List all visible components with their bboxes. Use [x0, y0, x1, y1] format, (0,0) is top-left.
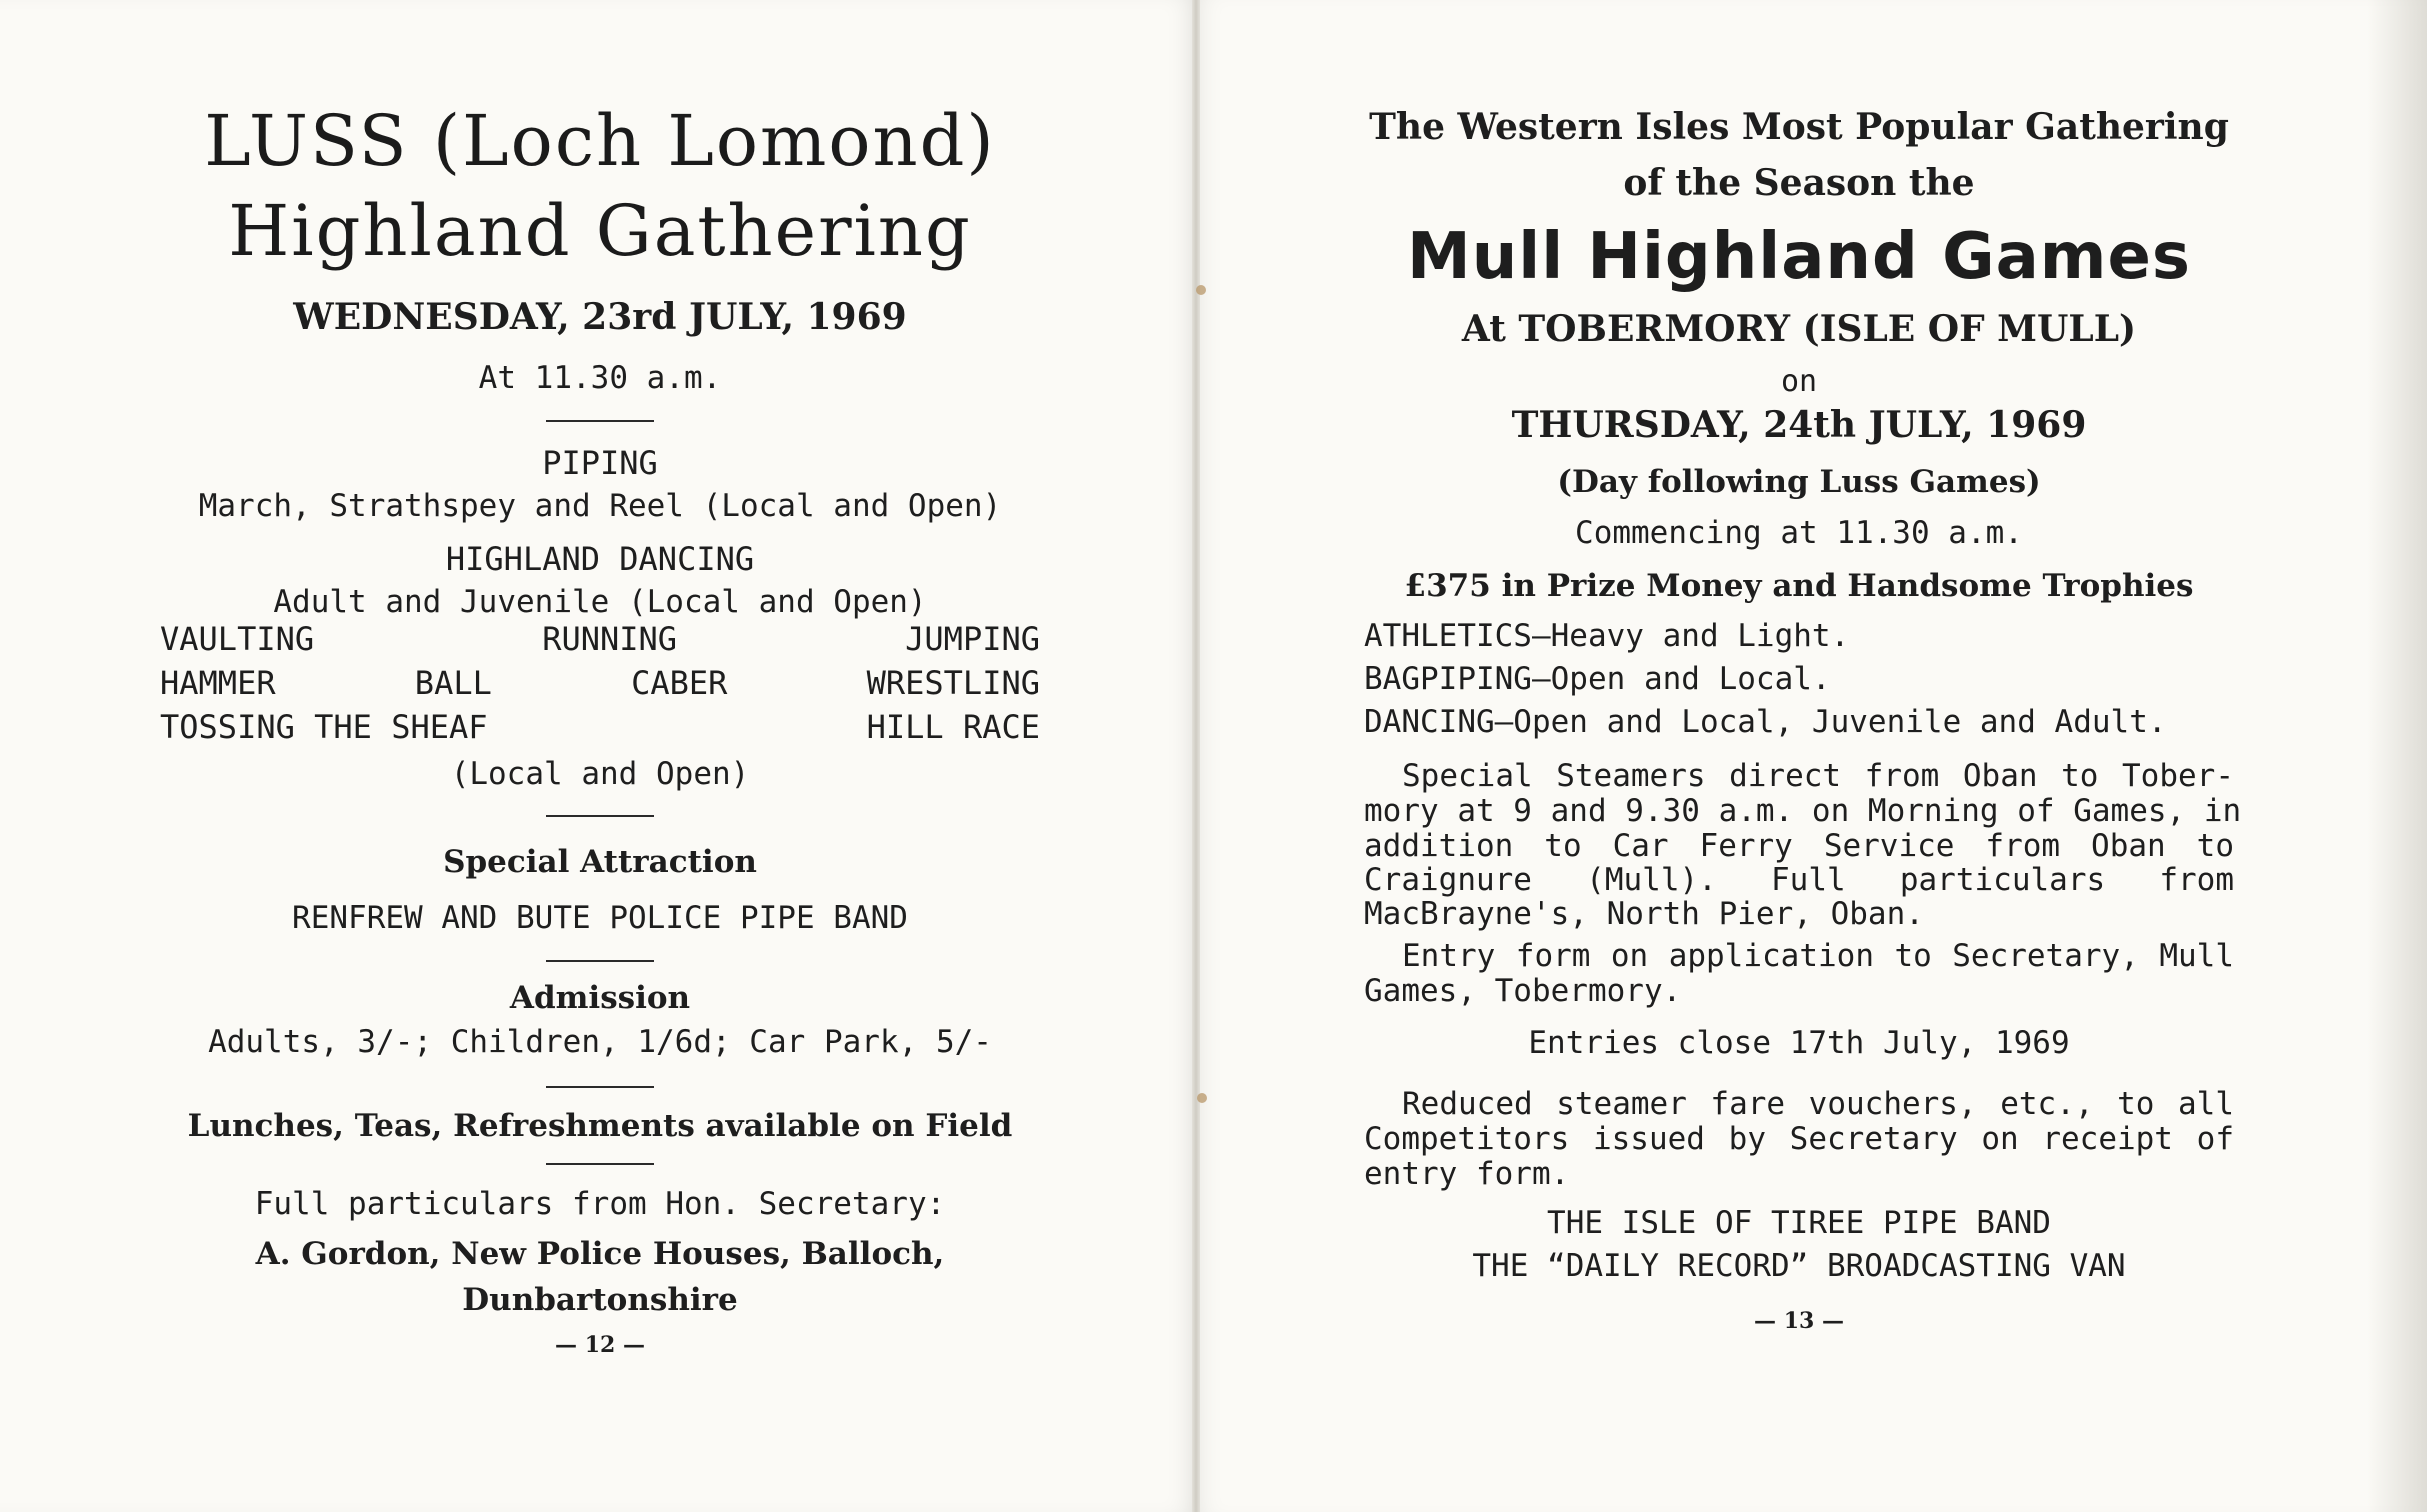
- entry-form-line: Entry form on application to Secretary, Mull: [1402, 938, 2234, 974]
- page-number-left: — 12 —: [555, 1332, 645, 1358]
- secretary-address-line1: A. Gordon, New Police Houses, Balloch,: [255, 1236, 945, 1272]
- piping-heading: PIPING: [542, 444, 658, 482]
- event-vaulting: VAULTING: [160, 620, 315, 658]
- event-caber: CABER: [631, 664, 728, 702]
- event-tossing-the-sheaf: TOSSING THE SHEAF: [160, 708, 488, 746]
- lunches-note: Lunches, Teas, Refreshments available on Field: [187, 1108, 1013, 1144]
- mull-athletics: ATHLETICS—Heavy and Light.: [1364, 618, 1850, 654]
- mull-dancing: DANCING—Open and Local, Juvenile and Adult.: [1364, 704, 2167, 740]
- admission-heading: Admission: [509, 980, 691, 1016]
- page-edge-shadow: [2367, 0, 2427, 1512]
- mull-intro-line1: The Western Isles Most Popular Gathering: [1369, 106, 2229, 148]
- divider: [546, 1163, 654, 1165]
- special-attraction-detail: RENFREW AND BUTE POLICE PIPE BAND: [292, 900, 908, 936]
- reduced-fare-line: Competitors issued by Secretary on receipt of: [1364, 1121, 2234, 1157]
- steamers-line: addition to Car Ferry Service from Oban to: [1364, 828, 2234, 864]
- secretary-address-line2: Dunbartonshire: [462, 1282, 738, 1318]
- entry-form-line: Games, Tobermory.: [1364, 973, 1682, 1009]
- dancing-detail: Adult and Juvenile (Local and Open): [273, 584, 927, 620]
- event-ball: BALL: [414, 664, 492, 702]
- reduced-fare-line: entry form.: [1364, 1156, 1570, 1192]
- daily-record-van: THE “DAILY RECORD” BROADCASTING VAN: [1472, 1248, 2126, 1284]
- event-wrestling: WRESTLING: [866, 664, 1040, 702]
- book-gutter: [1192, 0, 1200, 1512]
- mull-date: THURSDAY, 24th JULY, 1969: [1511, 404, 2087, 446]
- particulars-note: Full particulars from Hon. Secretary:: [254, 1186, 946, 1222]
- mull-intro-line2: of the Season the: [1623, 162, 1975, 204]
- admission-detail: Adults, 3/-; Children, 1/6d; Car Park, 5/-: [208, 1024, 992, 1060]
- divider: [546, 420, 654, 422]
- events-note: (Local and Open): [450, 756, 750, 792]
- mull-location: At TOBERMORY (ISLE OF MULL): [1461, 308, 2137, 350]
- steamers-line: MacBrayne's, North Pier, Oban.: [1364, 896, 1924, 932]
- mull-commencing: Commencing at 11.30 a.m.: [1575, 515, 2023, 551]
- tiree-pipe-band: THE ISLE OF TIREE PIPE BAND: [1547, 1205, 2051, 1241]
- event-jumping: JUMPING: [905, 620, 1040, 658]
- divider: [546, 960, 654, 962]
- divider: [546, 815, 654, 817]
- mull-title: Mull Highland Games: [1407, 220, 2191, 294]
- entries-close: Entries close 17th July, 1969: [1528, 1025, 2070, 1061]
- mull-day-note: (Day following Luss Games): [1557, 464, 2041, 500]
- mull-prize-money: £375 in Prize Money and Handsome Trophies: [1404, 568, 2194, 604]
- binding-staple-mark: [1197, 1093, 1207, 1103]
- luss-gathering-column: [160, 0, 1040, 1512]
- event-running: RUNNING: [542, 620, 678, 658]
- reduced-fare-line: Reduced steamer fare vouchers, etc., to all: [1402, 1086, 2234, 1122]
- special-attraction-heading: Special Attraction: [443, 844, 757, 880]
- events-row2: [160, 664, 1040, 702]
- binding-staple-mark: [1196, 285, 1206, 295]
- steamers-line: Special Steamers direct from Oban to Tober-: [1402, 758, 2234, 794]
- mull-games-column: [1364, 0, 2242, 1512]
- luss-title-line1: LUSS (Loch Lomond): [204, 100, 996, 182]
- steamers-line: Craignure (Mull). Full particulars from: [1364, 862, 2234, 898]
- mull-bagpiping: BAGPIPING—Open and Local.: [1364, 661, 1831, 697]
- events-row3: [160, 708, 1040, 746]
- events-row1: [160, 620, 1040, 658]
- steamers-line: mory at 9 and 9.30 a.m. on Morning of Games, in: [1364, 793, 2242, 829]
- dancing-heading: HIGHLAND DANCING: [445, 540, 755, 578]
- mull-on: on: [1780, 364, 1818, 399]
- divider: [546, 1086, 654, 1088]
- page-number-right: — 13 —: [1754, 1308, 1844, 1334]
- luss-title-line2: Highland Gathering: [228, 190, 972, 272]
- luss-time: At 11.30 a.m.: [478, 360, 722, 396]
- piping-detail: March, Strathspey and Reel (Local and Open): [198, 488, 1002, 524]
- event-hill-race: HILL RACE: [866, 708, 1040, 746]
- luss-date: WEDNESDAY, 23rd JULY, 1969: [293, 296, 907, 338]
- event-hammer: HAMMER: [160, 664, 276, 702]
